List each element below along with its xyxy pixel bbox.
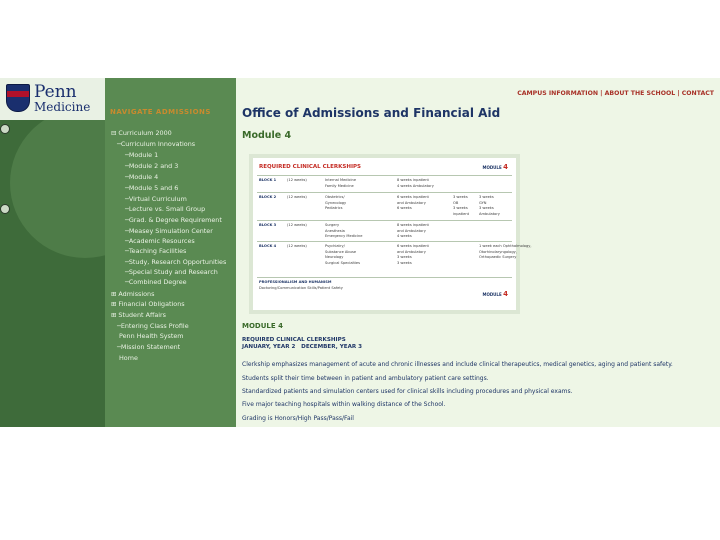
nav-item[interactable]: ─Measey Simulation Center	[125, 227, 213, 235]
nav-item[interactable]: ─Academic Resources	[125, 237, 195, 245]
doc-cell-col6: 1 week each Ophthalmology, Otorhinolaryngology, Orthopaedic Surgery	[479, 244, 532, 260]
nav-item[interactable]: ⊞ Financial Obligations	[111, 300, 185, 308]
nav-item[interactable]: ─Mission Statement	[117, 343, 181, 351]
navigation-sidebar	[105, 78, 236, 427]
doc-cell-block: BLOCK 2	[259, 195, 277, 199]
module-heading: Module 4	[242, 130, 292, 141]
doc-row-divider	[257, 220, 512, 221]
module-paragraph: Grading is Honors/High Pass/Pass/Fail	[242, 415, 354, 422]
nav-item[interactable]: ─Teaching Facilities	[125, 247, 187, 255]
nav-item[interactable]: Home	[119, 354, 138, 362]
doc-cell-col4: 8 weeks inpatient and Ambulatory 4 weeks	[397, 223, 429, 239]
module-paragraph: Students split their time between in patient and ambulatory patient care settings.	[242, 375, 489, 382]
side-circle-icon	[0, 204, 10, 214]
doc-row-divider	[257, 241, 512, 242]
doc-title: REQUIRED CLINICAL CLERKSHIPS	[259, 164, 361, 170]
doc-professionalism-title: PROFESSIONALISM AND HUMANISM	[259, 280, 332, 284]
doc-cell-weeks: (12 weeks)	[287, 195, 307, 199]
curriculum-chart-image	[249, 154, 532, 314]
doc-row-divider	[257, 192, 512, 193]
decorative-circle	[10, 108, 105, 258]
module-paragraph: Clerkship emphasizes management of acute and chronic illnesses and include clinical therapeutics, medical genetics, aging and patient safety.	[242, 361, 673, 368]
doc-module-label: MODULE 4	[482, 290, 508, 298]
doc-cell-col3: Obstetrics/ Gynecology Pediatrics	[325, 195, 347, 211]
doc-cell-col6: 3 weeks GYN 3 weeks Ambulatory	[479, 195, 500, 216]
doc-professionalism-subtitle: Doctoring/Communication Skills/Patient Safety	[259, 286, 343, 290]
module-dates: JANUARY, YEAR 2 DECEMBER, YEAR 3	[242, 344, 363, 350]
left-decoration-band	[0, 78, 105, 427]
nav-item[interactable]: ─Module 4	[125, 173, 159, 181]
nav-item[interactable]: ─Special Study and Research	[125, 268, 218, 276]
doc-row-divider	[257, 277, 512, 278]
nav-item[interactable]: ─Module 1	[125, 151, 159, 159]
side-circle-icon	[0, 124, 10, 134]
page-title: Office of Admissions and Financial Aid	[242, 106, 501, 120]
doc-cell-weeks: (12 weeks)	[287, 223, 307, 227]
browser-page	[0, 78, 720, 427]
doc-cell-col3: Internal Medicine Family Medicine	[325, 178, 357, 188]
doc-module-label: MODULE 4	[482, 163, 508, 171]
module-section-heading: MODULE 4	[242, 322, 283, 330]
doc-cell-block: BLOCK 1	[259, 178, 277, 182]
nav-item[interactable]: ─Module 2 and 3	[125, 162, 179, 170]
nav-item[interactable]: ⊟ Curriculum 2000	[111, 129, 172, 137]
doc-cell-col3: Surgery Anesthesia Emergency Medicine	[325, 223, 363, 239]
nav-item[interactable]: ─Combined Degree	[125, 278, 187, 286]
doc-cell-col5: 3 weeks OB 3 weeks inpatient	[453, 195, 470, 216]
nav-title: NAVIGATE ADMISSIONS	[110, 108, 211, 116]
nav-item[interactable]: ─Lecture vs. Small Group	[125, 205, 206, 213]
nav-item[interactable]: ─Module 5 and 6	[125, 184, 179, 192]
nav-item[interactable]: ─Study, Research Opportunities	[125, 258, 227, 266]
doc-cell-col4: 6 weeks inpatient and Ambulatory 6 weeks	[397, 195, 429, 211]
doc-cell-col3: Psychiatry/ Substance Abuse Neurology Surgical Specialties	[325, 244, 361, 265]
nav-item[interactable]: ─Entering Class Profile	[117, 322, 189, 330]
doc-cell-col4: 6 weeks inpatient and Ambulatory 3 weeks 3 weeks	[397, 244, 429, 265]
doc-row-divider	[257, 175, 512, 176]
doc-cell-weeks: (12 weeks)	[287, 178, 307, 182]
nav-item[interactable]: ⊞ Student Affairs	[111, 311, 166, 319]
doc-cell-block: BLOCK 4	[259, 244, 277, 248]
doc-cell-col4: 8 weeks inpatient 4 weeks Ambulatory	[397, 178, 434, 188]
module-subheading: REQUIRED CLINICAL CLERKSHIPS	[242, 337, 346, 343]
penn-shield-icon[interactable]	[6, 84, 30, 112]
main-content	[242, 78, 718, 427]
nav-item[interactable]: ⊞ Admissions	[111, 290, 155, 298]
module-paragraph: Standardized patients and simulation centers used for clinical skills including procedures and physical exams.	[242, 388, 573, 395]
doc-cell-weeks: (12 weeks)	[287, 244, 307, 248]
nav-item[interactable]: Penn Health System	[119, 332, 184, 340]
nav-item[interactable]: ─Grad. & Degree Requirement	[125, 216, 222, 224]
top-links[interactable]: CAMPUS INFORMATION | ABOUT THE SCHOOL | CONTACT	[517, 90, 714, 97]
module-paragraph: Five major teaching hospitals within walking distance of the School.	[242, 401, 446, 408]
nav-item[interactable]: ─Curriculum Innovations	[117, 140, 196, 148]
doc-cell-block: BLOCK 3	[259, 223, 277, 227]
logo-text-medicine[interactable]: Medicine	[34, 100, 91, 114]
logo-text-penn[interactable]: Penn	[34, 82, 77, 102]
nav-item[interactable]: ─Virtual Curriculum	[125, 195, 187, 203]
